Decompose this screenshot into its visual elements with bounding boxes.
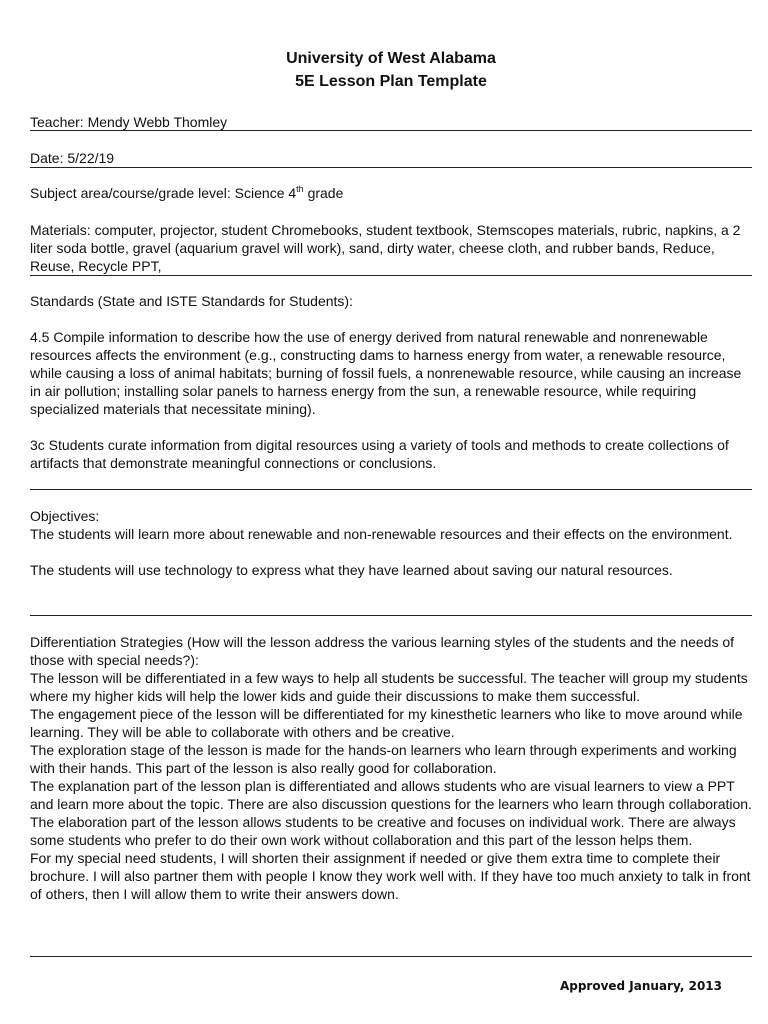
template-title: 5E Lesson Plan Template xyxy=(295,73,487,90)
differentiation-paragraph: The elaboration part of the lesson allows students to be creative and focuses on individual work. There are always some students who prefer to do their own work without collaboration and this part of the lesson helps them. xyxy=(30,814,736,848)
differentiation-paragraph: The lesson will be differentiated in a few ways to help all students be successful. The teacher will group my students where my higher kids will help the lower kids and guide their discussions to make them successful. xyxy=(30,670,748,704)
subject-prefix: Subject area/course/grade level: Science 4 xyxy=(30,185,297,201)
divider xyxy=(30,130,752,131)
objectives-section xyxy=(30,507,752,579)
differentiation-paragraph: The exploration stage of the lesson is made for the hands-on learners who learn through experiments and working with their hands. This part of the lesson is also really good for collaboration. xyxy=(30,742,737,776)
divider xyxy=(30,275,752,276)
differentiation-section xyxy=(30,633,752,903)
standards-heading: Standards (State and ISTE Standards for Students): xyxy=(30,293,353,309)
divider xyxy=(30,956,752,957)
divider xyxy=(30,489,752,490)
differentiation-paragraph: For my special need students, I will shorten their assignment if needed or give them extra time to complete their brochure. I will also partner them with people I know they work well with. If they have too much anxiety to talk in front of others, then I will allow them to write their answers down. xyxy=(30,850,751,902)
divider xyxy=(30,615,752,616)
divider xyxy=(30,167,752,168)
differentiation-heading: Differentiation Strategies (How will the lesson address the various learning styles of the students and the needs of those with special needs?): xyxy=(30,634,735,668)
standards-section xyxy=(30,292,752,472)
objectives-heading: Objectives: xyxy=(30,508,100,524)
objective-1: The students will learn more about renewable and non-renewable resources and their effects on the environment. xyxy=(30,526,733,542)
materials-field: Materials: computer, projector, student Chromebooks, student textbook, Stemscopes materials, rubric, napkins, a 2 liter soda bottle, gravel (aquarium gravel will work), sand, dirty water, cheese cloth, and rubber bands, Reduce, Reuse, Recycle PPT, xyxy=(30,222,741,274)
objective-2: The students will use technology to express what they have learned about saving our natural resources. xyxy=(30,562,673,578)
date-field: Date: 5/22/19 xyxy=(30,150,115,166)
approval-footer: Approved January, 2013 xyxy=(559,979,722,993)
institution-title: University of West Alabama xyxy=(286,50,496,67)
subject-field xyxy=(30,184,752,202)
differentiation-paragraph: The explanation part of the lesson plan is differentiated and allows students who are visual learners to view a PPT and learn more about the topic. There are also discussion questions for the learners who learn through collaboration. xyxy=(30,778,752,812)
subject-suffix: grade xyxy=(303,185,344,201)
standard-3c: 3c Students curate information from digital resources using a variety of tools and methods to create collections of artifacts that demonstrate meaningful connections or conclusions. xyxy=(30,437,729,471)
subject-superscript: th xyxy=(296,184,304,194)
teacher-field: Teacher: Mendy Webb Thomley xyxy=(30,114,228,130)
standard-4-5: 4.5 Compile information to describe how the use of energy derived from natural renewable and nonrenewable resources affects the environment (e.g., constructing dams to harness energy from water, a renewable resource, while causing a loss of animal habitats; burning of fossil fuels, a nonrenewable resource, while causing an increase in air pollution; installing solar panels to harness energy from the sun, a renewable resource, while requiring specialized materials that necessitate mining). xyxy=(30,329,742,417)
differentiation-paragraph: The engagement piece of the lesson will be differentiated for my kinesthetic learners who like to move around while learning. They will be able to collaborate with others and be creative. xyxy=(30,706,743,740)
